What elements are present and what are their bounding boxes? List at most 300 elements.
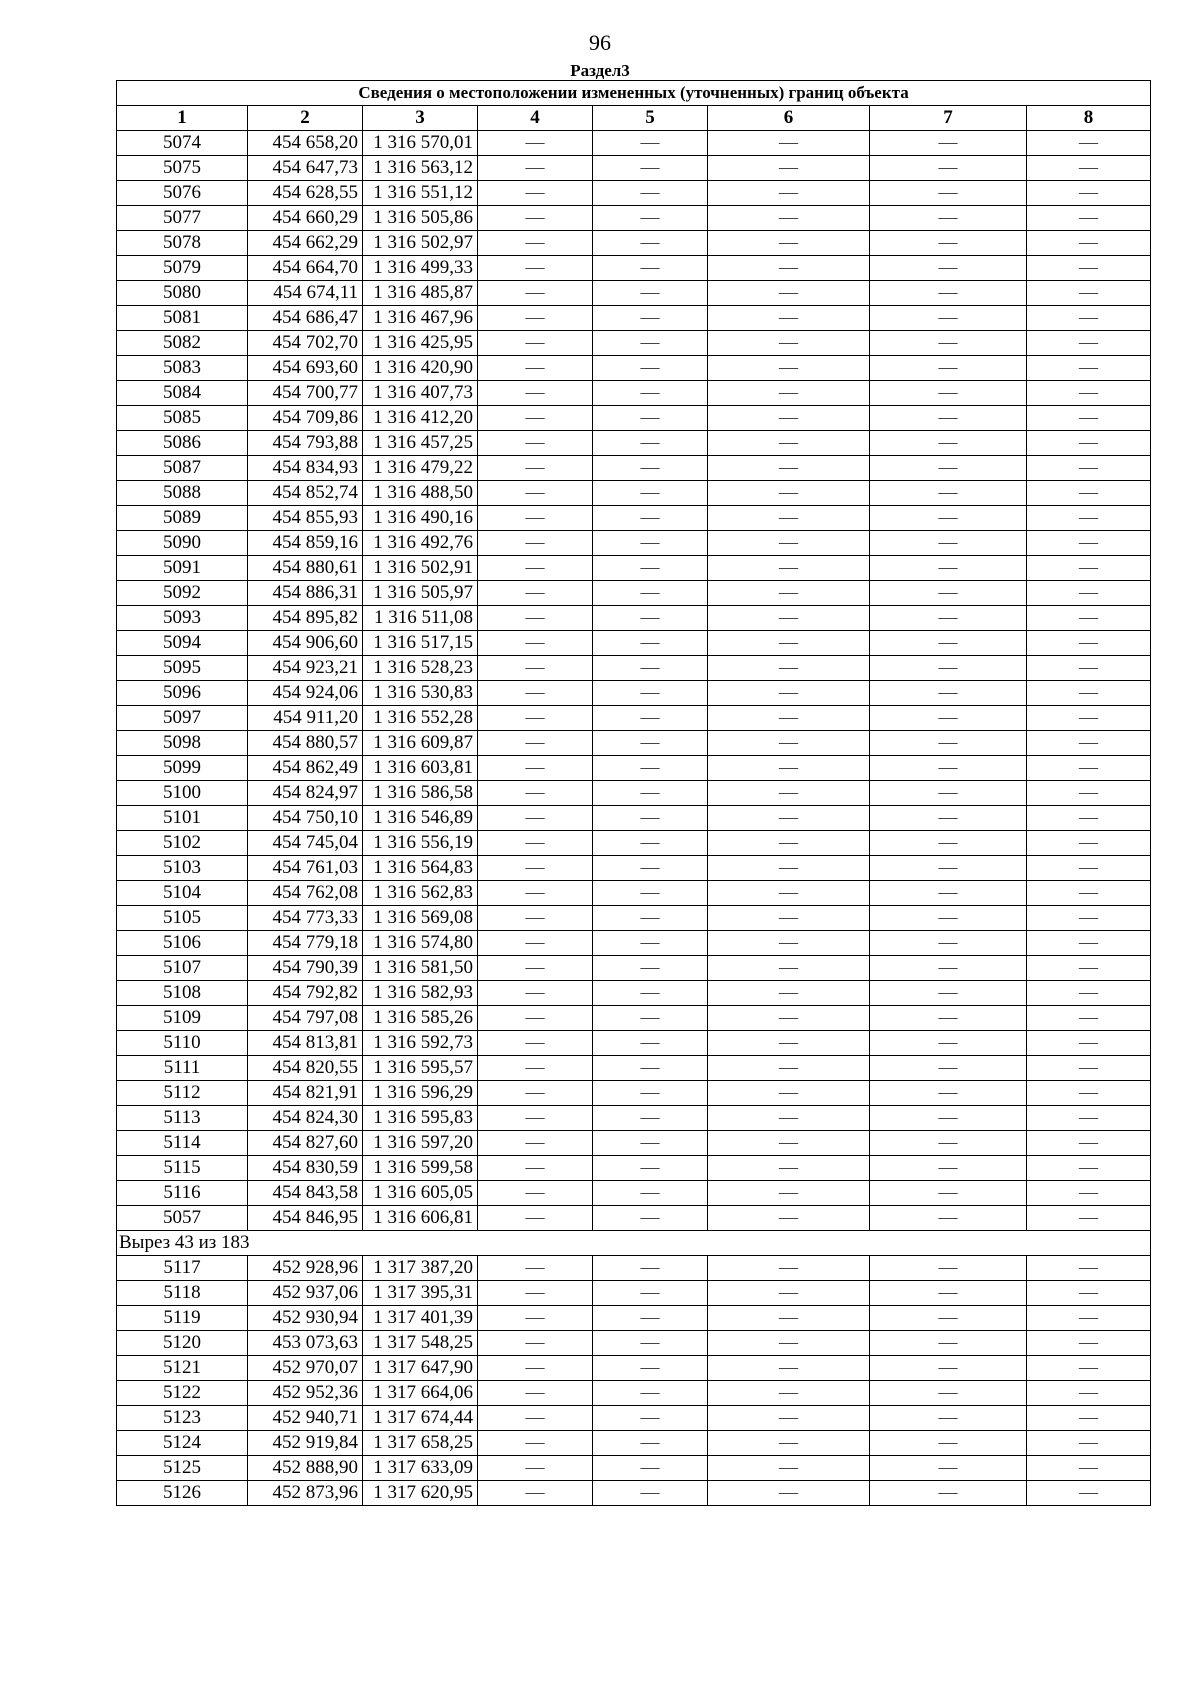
empty-value-dash: — (478, 906, 593, 931)
empty-value-dash: — (708, 256, 870, 281)
coordinate-x: 454 830,59 (248, 1156, 363, 1181)
empty-value-dash: — (708, 1406, 870, 1431)
column-number: 5 (593, 106, 708, 131)
empty-value-dash: — (478, 1256, 593, 1281)
coordinate-x: 454 821,91 (248, 1081, 363, 1106)
coordinate-y: 1 316 564,83 (363, 856, 478, 881)
coordinate-y: 1 317 395,31 (363, 1281, 478, 1306)
empty-value-dash: — (478, 831, 593, 856)
coordinate-y: 1 316 551,12 (363, 181, 478, 206)
coordinate-x: 454 924,06 (248, 681, 363, 706)
empty-value-dash: — (593, 1206, 708, 1231)
empty-value-dash: — (1027, 381, 1151, 406)
point-number: 5093 (117, 606, 248, 631)
table-row (117, 1156, 1151, 1181)
point-number: 5083 (117, 356, 248, 381)
empty-value-dash: — (1027, 1156, 1151, 1181)
empty-value-dash: — (1027, 681, 1151, 706)
point-number: 5088 (117, 481, 248, 506)
table-row (117, 481, 1151, 506)
table-row (117, 906, 1151, 931)
empty-value-dash: — (1027, 456, 1151, 481)
coordinate-x: 452 952,36 (248, 1381, 363, 1406)
coordinates-table (116, 80, 1151, 1506)
empty-value-dash: — (478, 1206, 593, 1231)
coordinate-x: 454 834,93 (248, 456, 363, 481)
coordinate-y: 1 316 556,19 (363, 831, 478, 856)
table-row (117, 1281, 1151, 1306)
empty-value-dash: — (708, 1006, 870, 1031)
empty-value-dash: — (1027, 1031, 1151, 1056)
empty-value-dash: — (708, 881, 870, 906)
coordinate-x: 454 700,77 (248, 381, 363, 406)
empty-value-dash: — (870, 281, 1027, 306)
empty-value-dash: — (870, 956, 1027, 981)
coordinate-x: 454 880,57 (248, 731, 363, 756)
point-number: 5110 (117, 1031, 248, 1056)
empty-value-dash: — (478, 1356, 593, 1381)
point-number: 5100 (117, 781, 248, 806)
table-row (117, 1331, 1151, 1356)
empty-value-dash: — (708, 1306, 870, 1331)
empty-value-dash: — (593, 431, 708, 456)
coordinate-y: 1 316 488,50 (363, 481, 478, 506)
point-number: 5123 (117, 1406, 248, 1431)
empty-value-dash: — (1027, 306, 1151, 331)
table-row (117, 1106, 1151, 1131)
empty-value-dash: — (708, 1281, 870, 1306)
table-caption-row (117, 81, 1151, 106)
point-number: 5092 (117, 581, 248, 606)
empty-value-dash: — (708, 731, 870, 756)
empty-value-dash: — (478, 1106, 593, 1131)
empty-value-dash: — (708, 906, 870, 931)
empty-value-dash: — (1027, 256, 1151, 281)
empty-value-dash: — (478, 181, 593, 206)
table-row (117, 406, 1151, 431)
empty-value-dash: — (593, 781, 708, 806)
empty-value-dash: — (593, 956, 708, 981)
empty-value-dash: — (593, 1456, 708, 1481)
coordinate-y: 1 317 548,25 (363, 1331, 478, 1356)
empty-value-dash: — (478, 731, 593, 756)
column-number: 4 (478, 106, 593, 131)
empty-value-dash: — (478, 1006, 593, 1031)
empty-value-dash: — (708, 1481, 870, 1506)
point-number: 5122 (117, 1381, 248, 1406)
empty-value-dash: — (593, 731, 708, 756)
coordinate-y: 1 316 420,90 (363, 356, 478, 381)
empty-value-dash: — (593, 881, 708, 906)
empty-value-dash: — (593, 631, 708, 656)
point-number: 5125 (117, 1456, 248, 1481)
empty-value-dash: — (870, 1131, 1027, 1156)
table-row (117, 556, 1151, 581)
empty-value-dash: — (708, 956, 870, 981)
empty-value-dash: — (1027, 781, 1151, 806)
table-row (117, 506, 1151, 531)
empty-value-dash: — (1027, 731, 1151, 756)
empty-value-dash: — (870, 1356, 1027, 1381)
coordinate-x: 454 647,73 (248, 156, 363, 181)
empty-value-dash: — (708, 431, 870, 456)
empty-value-dash: — (478, 1181, 593, 1206)
empty-value-dash: — (708, 1206, 870, 1231)
coordinate-y: 1 316 586,58 (363, 781, 478, 806)
coordinate-y: 1 316 502,97 (363, 231, 478, 256)
empty-value-dash: — (708, 131, 870, 156)
coordinate-y: 1 316 570,01 (363, 131, 478, 156)
empty-value-dash: — (478, 1156, 593, 1181)
table-row (117, 631, 1151, 656)
coordinate-y: 1 317 647,90 (363, 1356, 478, 1381)
column-number: 3 (363, 106, 478, 131)
empty-value-dash: — (708, 1156, 870, 1181)
point-number: 5124 (117, 1431, 248, 1456)
point-number: 5079 (117, 256, 248, 281)
empty-value-dash: — (478, 606, 593, 631)
empty-value-dash: — (1027, 556, 1151, 581)
point-number: 5078 (117, 231, 248, 256)
empty-value-dash: — (1027, 856, 1151, 881)
point-number: 5095 (117, 656, 248, 681)
empty-value-dash: — (593, 931, 708, 956)
point-number: 5094 (117, 631, 248, 656)
empty-value-dash: — (478, 306, 593, 331)
empty-value-dash: — (870, 981, 1027, 1006)
empty-value-dash: — (1027, 931, 1151, 956)
point-number: 5112 (117, 1081, 248, 1106)
page-number: 96 (589, 30, 611, 55)
table-row (117, 1481, 1151, 1506)
empty-value-dash: — (593, 356, 708, 381)
empty-value-dash: — (1027, 1006, 1151, 1031)
table-row (117, 131, 1151, 156)
empty-value-dash: — (478, 1431, 593, 1456)
empty-value-dash: — (708, 756, 870, 781)
empty-value-dash: — (1027, 706, 1151, 731)
empty-value-dash: — (478, 456, 593, 481)
empty-value-dash: — (870, 756, 1027, 781)
coordinate-y: 1 316 599,58 (363, 1156, 478, 1181)
empty-value-dash: — (593, 1081, 708, 1106)
coordinate-x: 454 880,61 (248, 556, 363, 581)
empty-value-dash: — (1027, 1256, 1151, 1281)
empty-value-dash: — (593, 1306, 708, 1331)
empty-value-dash: — (593, 381, 708, 406)
empty-value-dash: — (708, 1081, 870, 1106)
empty-value-dash: — (1027, 1056, 1151, 1081)
empty-value-dash: — (870, 1406, 1027, 1431)
point-number: 5082 (117, 331, 248, 356)
coordinate-x: 454 628,55 (248, 181, 363, 206)
coordinate-y: 1 316 412,20 (363, 406, 478, 431)
point-number: 5090 (117, 531, 248, 556)
coordinate-y: 1 316 574,80 (363, 931, 478, 956)
coordinate-y: 1 316 425,95 (363, 331, 478, 356)
empty-value-dash: — (478, 656, 593, 681)
table-row (117, 881, 1151, 906)
empty-value-dash: — (593, 181, 708, 206)
point-number: 5097 (117, 706, 248, 731)
point-number: 5080 (117, 281, 248, 306)
empty-value-dash: — (708, 1356, 870, 1381)
point-number: 5101 (117, 806, 248, 831)
empty-value-dash: — (593, 1431, 708, 1456)
empty-value-dash: — (1027, 581, 1151, 606)
empty-value-dash: — (870, 506, 1027, 531)
coordinate-x: 454 779,18 (248, 931, 363, 956)
table-row (117, 181, 1151, 206)
empty-value-dash: — (1027, 1206, 1151, 1231)
table-row (117, 981, 1151, 1006)
coordinate-x: 454 792,82 (248, 981, 363, 1006)
point-number: 5106 (117, 931, 248, 956)
empty-value-dash: — (870, 406, 1027, 431)
empty-value-dash: — (1027, 656, 1151, 681)
coordinate-y: 1 316 407,73 (363, 381, 478, 406)
empty-value-dash: — (708, 1056, 870, 1081)
coordinate-x: 454 824,97 (248, 781, 363, 806)
empty-value-dash: — (708, 606, 870, 631)
coordinate-x: 454 750,10 (248, 806, 363, 831)
empty-value-dash: — (1027, 1106, 1151, 1131)
point-number: 5102 (117, 831, 248, 856)
table-row (117, 1381, 1151, 1406)
empty-value-dash: — (478, 806, 593, 831)
point-number: 5086 (117, 431, 248, 456)
coordinate-y: 1 316 581,50 (363, 956, 478, 981)
empty-value-dash: — (593, 606, 708, 631)
table-row (117, 231, 1151, 256)
empty-value-dash: — (478, 956, 593, 981)
empty-value-dash: — (593, 656, 708, 681)
empty-value-dash: — (708, 1456, 870, 1481)
coordinate-y: 1 316 479,22 (363, 456, 478, 481)
empty-value-dash: — (870, 856, 1027, 881)
empty-value-dash: — (1027, 156, 1151, 181)
empty-value-dash: — (1027, 1181, 1151, 1206)
empty-value-dash: — (593, 706, 708, 731)
empty-value-dash: — (593, 906, 708, 931)
empty-value-dash: — (708, 1381, 870, 1406)
coordinate-x: 452 970,07 (248, 1356, 363, 1381)
empty-value-dash: — (870, 731, 1027, 756)
coordinate-y: 1 316 546,89 (363, 806, 478, 831)
empty-value-dash: — (478, 531, 593, 556)
coordinate-y: 1 316 606,81 (363, 1206, 478, 1231)
coordinate-y: 1 316 585,26 (363, 1006, 478, 1031)
coordinate-x: 454 911,20 (248, 706, 363, 731)
coordinate-x: 454 824,30 (248, 1106, 363, 1131)
empty-value-dash: — (870, 1031, 1027, 1056)
column-number-row (117, 106, 1151, 131)
empty-value-dash: — (870, 1206, 1027, 1231)
table-body (117, 81, 1151, 1506)
point-number: 5076 (117, 181, 248, 206)
empty-value-dash: — (478, 481, 593, 506)
empty-value-dash: — (870, 531, 1027, 556)
coordinate-x: 454 773,33 (248, 906, 363, 931)
empty-value-dash: — (1027, 131, 1151, 156)
table-row (117, 806, 1151, 831)
empty-value-dash: — (478, 231, 593, 256)
empty-value-dash: — (478, 1481, 593, 1506)
empty-value-dash: — (870, 206, 1027, 231)
coordinate-y: 1 316 605,05 (363, 1181, 478, 1206)
empty-value-dash: — (593, 256, 708, 281)
coordinate-x: 454 660,29 (248, 206, 363, 231)
table-row (117, 756, 1151, 781)
empty-value-dash: — (478, 131, 593, 156)
empty-value-dash: — (1027, 531, 1151, 556)
empty-value-dash: — (478, 631, 593, 656)
empty-value-dash: — (478, 931, 593, 956)
empty-value-dash: — (708, 281, 870, 306)
empty-value-dash: — (1027, 406, 1151, 431)
empty-value-dash: — (1027, 431, 1151, 456)
empty-value-dash: — (1027, 1306, 1151, 1331)
empty-value-dash: — (870, 556, 1027, 581)
empty-value-dash: — (1027, 1381, 1151, 1406)
table-row (117, 1131, 1151, 1156)
empty-value-dash: — (593, 1156, 708, 1181)
table-row (117, 606, 1151, 631)
table-row (117, 656, 1151, 681)
table-row (117, 331, 1151, 356)
empty-value-dash: — (870, 906, 1027, 931)
empty-value-dash: — (708, 331, 870, 356)
empty-value-dash: — (593, 156, 708, 181)
table-row (117, 781, 1151, 806)
coordinate-x: 454 658,20 (248, 131, 363, 156)
coordinate-y: 1 316 595,57 (363, 1056, 478, 1081)
empty-value-dash: — (708, 381, 870, 406)
empty-value-dash: — (708, 1031, 870, 1056)
coordinate-x: 452 937,06 (248, 1281, 363, 1306)
table-row (117, 1356, 1151, 1381)
empty-value-dash: — (1027, 1281, 1151, 1306)
empty-value-dash: — (708, 306, 870, 331)
point-number: 5116 (117, 1181, 248, 1206)
coordinate-x: 454 862,49 (248, 756, 363, 781)
empty-value-dash: — (593, 206, 708, 231)
empty-value-dash: — (593, 1356, 708, 1381)
empty-value-dash: — (708, 356, 870, 381)
table-row (117, 1031, 1151, 1056)
coordinate-x: 454 813,81 (248, 1031, 363, 1056)
empty-value-dash: — (1027, 631, 1151, 656)
empty-value-dash: — (708, 781, 870, 806)
table-row (117, 1406, 1151, 1431)
coordinate-y: 1 316 492,76 (363, 531, 478, 556)
empty-value-dash: — (593, 1281, 708, 1306)
coordinate-y: 1 316 457,25 (363, 431, 478, 456)
empty-value-dash: — (870, 806, 1027, 831)
empty-value-dash: — (593, 131, 708, 156)
empty-value-dash: — (708, 181, 870, 206)
table-row (117, 1306, 1151, 1331)
empty-value-dash: — (1027, 281, 1151, 306)
empty-value-dash: — (708, 456, 870, 481)
coordinate-x: 454 846,95 (248, 1206, 363, 1231)
coordinate-x: 452 888,90 (248, 1456, 363, 1481)
empty-value-dash: — (478, 1031, 593, 1056)
empty-value-dash: — (593, 231, 708, 256)
cutout-section-label: Вырез 43 из 183 (117, 1231, 1151, 1256)
empty-value-dash: — (708, 631, 870, 656)
empty-value-dash: — (478, 1381, 593, 1406)
empty-value-dash: — (478, 156, 593, 181)
coordinate-y: 1 316 517,15 (363, 631, 478, 656)
table-row (117, 1056, 1151, 1081)
empty-value-dash: — (708, 1431, 870, 1456)
point-number: 5119 (117, 1306, 248, 1331)
point-number: 5077 (117, 206, 248, 231)
coordinate-y: 1 316 485,87 (363, 281, 478, 306)
table-caption: Сведения о местоположении измененных (уточненных) границ объекта (117, 81, 1151, 106)
empty-value-dash: — (1027, 206, 1151, 231)
coordinate-y: 1 316 511,08 (363, 606, 478, 631)
empty-value-dash: — (478, 681, 593, 706)
empty-value-dash: — (870, 1056, 1027, 1081)
table-row (117, 931, 1151, 956)
empty-value-dash: — (870, 656, 1027, 681)
point-number: 5107 (117, 956, 248, 981)
point-number: 5096 (117, 681, 248, 706)
empty-value-dash: — (870, 1381, 1027, 1406)
coordinate-x: 454 674,11 (248, 281, 363, 306)
table-row (117, 306, 1151, 331)
column-number: 1 (117, 106, 248, 131)
empty-value-dash: — (708, 206, 870, 231)
empty-value-dash: — (708, 406, 870, 431)
empty-value-dash: — (593, 331, 708, 356)
empty-value-dash: — (870, 1456, 1027, 1481)
empty-value-dash: — (870, 1481, 1027, 1506)
coordinate-y: 1 316 592,73 (363, 1031, 478, 1056)
coordinate-x: 454 745,04 (248, 831, 363, 856)
empty-value-dash: — (593, 831, 708, 856)
coordinate-x: 452 930,94 (248, 1306, 363, 1331)
point-number: 5111 (117, 1056, 248, 1081)
empty-value-dash: — (1027, 956, 1151, 981)
empty-value-dash: — (870, 1306, 1027, 1331)
empty-value-dash: — (870, 881, 1027, 906)
coordinate-y: 1 317 387,20 (363, 1256, 478, 1281)
coordinate-x: 454 686,47 (248, 306, 363, 331)
column-number: 7 (870, 106, 1027, 131)
coordinate-x: 452 919,84 (248, 1431, 363, 1456)
empty-value-dash: — (708, 1181, 870, 1206)
empty-value-dash: — (1027, 181, 1151, 206)
empty-value-dash: — (593, 1181, 708, 1206)
empty-value-dash: — (478, 506, 593, 531)
point-number: 5120 (117, 1331, 248, 1356)
empty-value-dash: — (870, 131, 1027, 156)
table-row (117, 581, 1151, 606)
empty-value-dash: — (1027, 881, 1151, 906)
empty-value-dash: — (870, 456, 1027, 481)
empty-value-dash: — (593, 806, 708, 831)
empty-value-dash: — (593, 406, 708, 431)
empty-value-dash: — (1027, 756, 1151, 781)
coordinate-x: 454 827,60 (248, 1131, 363, 1156)
coordinate-y: 1 316 499,33 (363, 256, 478, 281)
empty-value-dash: — (593, 681, 708, 706)
empty-value-dash: — (593, 1406, 708, 1431)
empty-value-dash: — (708, 481, 870, 506)
